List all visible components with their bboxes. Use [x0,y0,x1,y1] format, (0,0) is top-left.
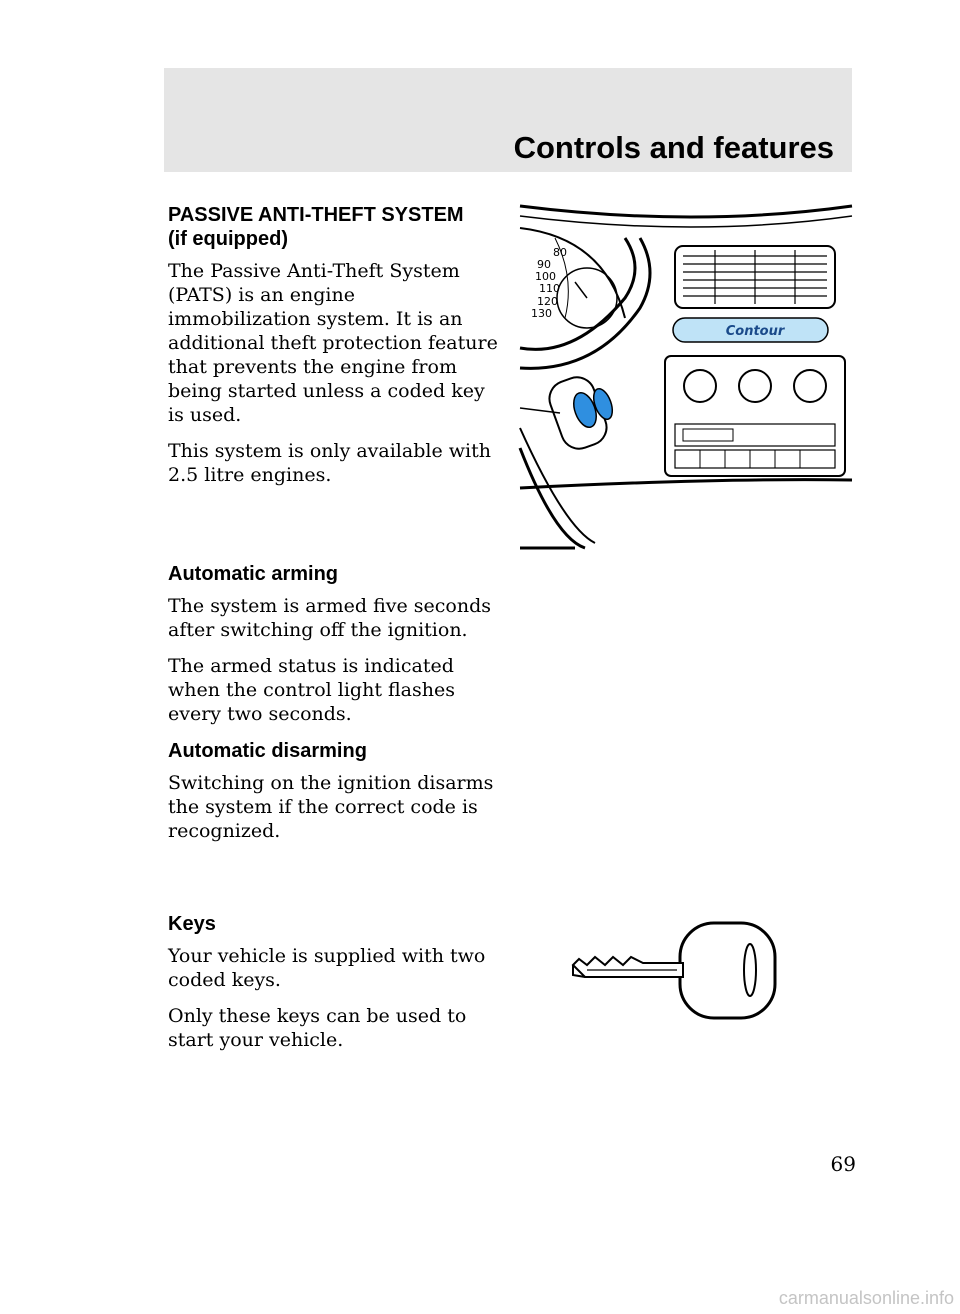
arming-heading: Automatic arming [168,563,339,585]
keys-section [168,912,498,1064]
speedo-100: 100 [535,270,556,283]
speedo-80: 80 [553,246,567,259]
pats-heading-line2: (if equipped) [168,228,288,250]
footer-watermark-url[interactable]: carmanualsonline.info [778,1288,954,1308]
header-band [164,68,852,172]
dashboard-ignition-illustration [515,198,855,553]
disarming-heading: Automatic disarming [168,740,367,762]
pats-heading [168,203,498,251]
arming-section [168,562,498,738]
speedo-120: 120 [537,295,558,308]
pats-heading-line1: PASSIVE ANTI-THEFT SYSTEM [168,204,464,226]
page-header-title: Controls and features [513,130,834,165]
arming-paragraph-2: The armed status is indicated when the control light flashes every two seconds. [168,655,455,725]
keys-paragraph-2: Only these keys can be used to start your vehicle. [168,1005,467,1051]
disarming-paragraph-1: Switching on the ignition disarms the system if the correct code is recognized. [168,772,494,842]
arming-paragraph-1: The system is armed five seconds after switching off the ignition. [168,595,492,641]
contour-badge-text: Contour [725,324,785,339]
pats-section [168,203,498,499]
pats-paragraph-1: The Passive Anti-Theft System (PATS) is an engine immobilization system. It is an additional theft protection feature that prevents the engine from being started unless a coded key is used. [168,260,498,426]
speedo-130: 130 [531,307,552,320]
page-number: 69 [830,1152,856,1176]
pats-paragraph-2: This system is only available with 2.5 litre engines. [168,440,491,486]
speedo-110: 110 [539,282,560,295]
keys-paragraph-1: Your vehicle is supplied with two coded keys. [168,945,486,991]
keys-heading: Keys [168,913,216,935]
disarming-section [168,739,498,855]
coded-key-illustration [565,915,785,1025]
speedo-90: 90 [537,258,551,271]
